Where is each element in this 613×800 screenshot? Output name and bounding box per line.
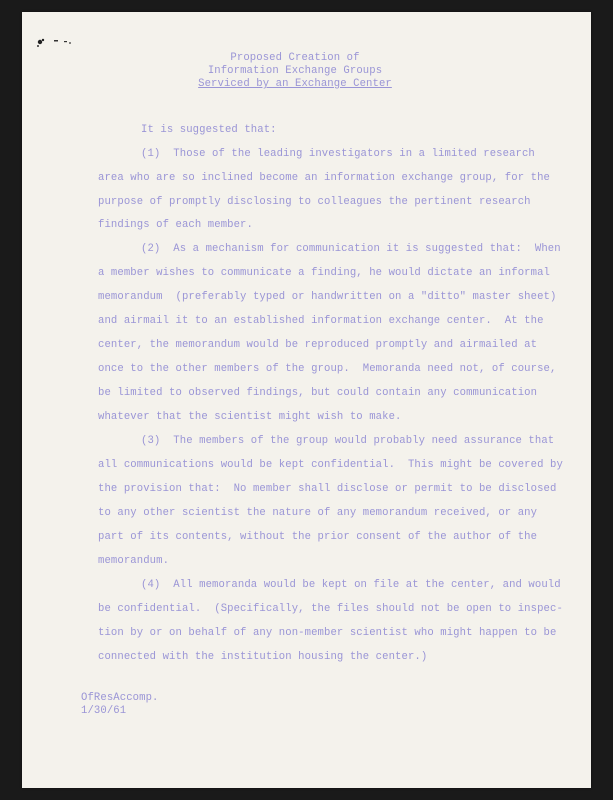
- body-line: part of its contents, without the prior consent of the author of the: [98, 531, 538, 543]
- footer-date: 1/30/61: [81, 705, 127, 717]
- body-line: be confidential. (Specifically, the files should not be open to inspec-: [98, 603, 563, 615]
- body-line: a member wishes to communicate a finding, he would dictate an informal: [98, 267, 551, 279]
- body-line: (2) As a mechanism for communication it is suggested that: When: [141, 243, 561, 255]
- ink-marks: [34, 34, 74, 50]
- body-line: memorandum (preferably typed or handwritten on a "ditto" master sheet): [98, 291, 557, 303]
- footer-reference: [81, 692, 159, 718]
- body-line: findings of each member.: [98, 219, 253, 231]
- body-line: be limited to observed findings, but could contain any communication: [98, 387, 538, 399]
- title-line-2: Information Exchange Groups: [207, 65, 383, 77]
- body-line: all communications would be kept confidential. This might be covered by: [98, 459, 563, 471]
- body-line: (3) The members of the group would probably need assurance that: [141, 435, 555, 447]
- title-line-3: Serviced by an Exchange Center: [198, 78, 392, 90]
- body-line: center, the memorandum would be reproduced promptly and airmailed at: [98, 339, 538, 351]
- footer-office: OfResAccomp.: [81, 692, 159, 704]
- document-paper: [22, 12, 591, 788]
- body-line: purpose of promptly disclosing to colleagues the pertinent research: [98, 196, 531, 208]
- body-line: to any other scientist the nature of any memorandum received, or any: [98, 507, 538, 519]
- body-line: (4) All memoranda would be kept on file at the center, and would: [141, 579, 561, 591]
- body-line: (1) Those of the leading investigators in a limited research: [141, 148, 535, 160]
- title-line-1: Proposed Creation of: [230, 52, 360, 64]
- intro-line: It is suggested that:: [141, 124, 277, 136]
- body-line: memorandum.: [98, 555, 170, 567]
- body-line: area who are so inclined become an information exchange group, for the: [98, 172, 551, 184]
- body-line: the provision that: No member shall disclose or permit to be disclosed: [98, 483, 557, 495]
- body-line: whatever that the scientist might wish to make.: [98, 411, 402, 423]
- document-title: [0, 52, 590, 91]
- body-line: once to the other members of the group. Memoranda need not, of course,: [98, 363, 557, 375]
- body-line: connected with the institution housing the center.): [98, 651, 428, 663]
- body-line: and airmail it to an established information exchange center. At the: [98, 315, 544, 327]
- body-line: tion by or on behalf of any non-member scientist who might happen to be: [98, 627, 557, 639]
